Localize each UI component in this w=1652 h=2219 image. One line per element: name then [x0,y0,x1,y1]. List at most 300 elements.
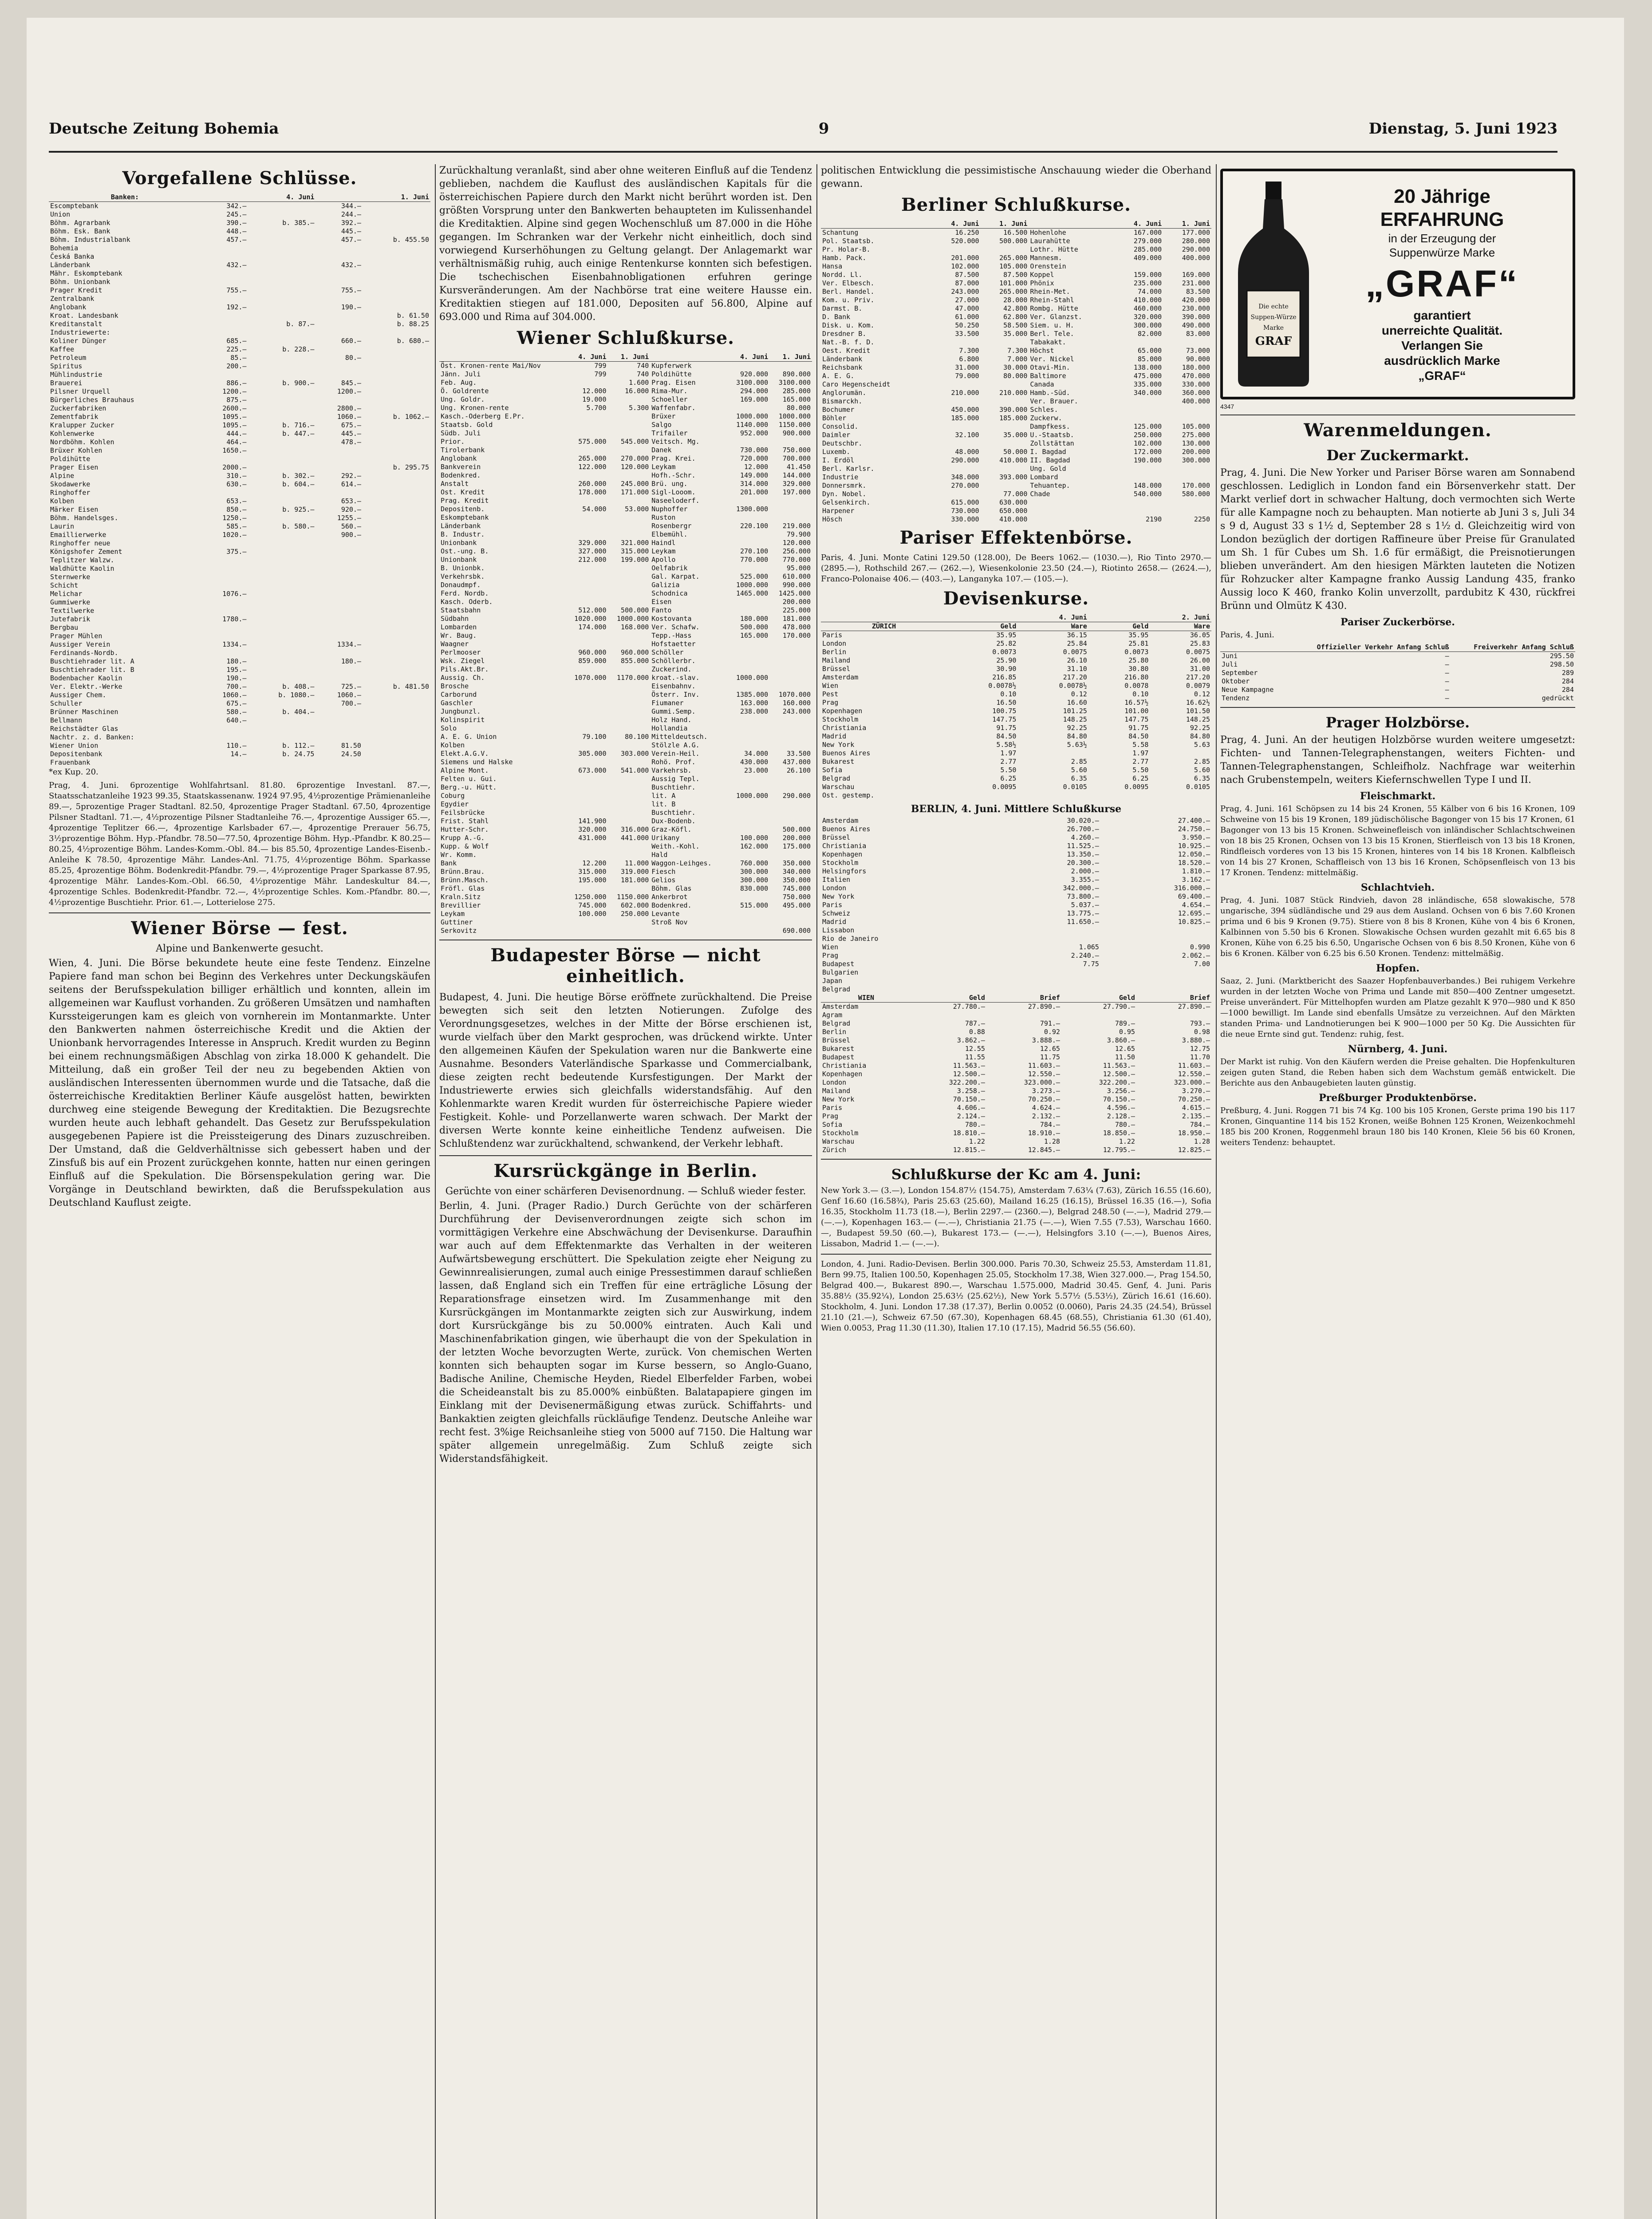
table-cell: 12.75 [1190,1045,1210,1053]
table-cell: Daimler [822,431,851,439]
table-cell [1017,791,1088,800]
table-cell: 16.000 [625,387,649,395]
table-row [821,397,1211,406]
table-cell: 25.80 [1128,656,1149,664]
table-row [821,1028,1211,1036]
table-cell [248,581,315,590]
table-cell: 1385.000 [736,691,769,699]
table-cell [363,497,430,505]
table-cell: b. 580.— [282,522,315,530]
table-cell [315,253,363,261]
table-cell [315,632,363,640]
hops-report: Saaz, 2. Juni. (Marktbericht des Saazer Hopfenbauverbandes.) Bei ruhigem Verkehre wurden in der letzten Woche von Prima und Lande mit 850—400 Zentner umgesetzt. Preise unverändert. Für Mittelhopfen wurden am Platze gezahlt K 970—980 und K 850—1000 bewilligt. Im Lande sind ebenfalls Umsätze zu verzeichnen. Auf den Märkten standen Prima- und Landnotierungen bei K 900—1000 per 50 Kg. Die Aussichten für die neue Ernte sind gut. Tendenz: ruhig, fest. [1220,976,1575,1039]
col-head: Banken: [49,193,201,202]
table-cell: 1000.000 [736,412,769,420]
col-head: 4. Juni [727,353,769,362]
vienna-currency-table [821,994,1211,1154]
table-cell [363,640,430,649]
table-cell: Guttiner [441,918,473,926]
table-cell [363,253,430,261]
table-cell [1115,262,1163,271]
table-cell [248,261,315,269]
table-cell: Berlin [822,648,847,656]
table-row [439,438,812,446]
ad-tagline: unerreichte Qualität. [1381,323,1503,337]
table-cell: 316.000 [621,825,649,833]
table-cell: Dux-Bodenb. [651,817,696,825]
table-cell: 12.200 [582,859,607,867]
table-row [439,480,812,488]
table-cell: Melichar [50,590,83,598]
table-cell: 5.63 [1194,741,1210,749]
table-cell: Eskomptebank [441,513,489,521]
table-cell: Poldihütte [50,455,91,463]
table-cell: 149.000 [740,471,769,479]
table-cell [201,607,248,615]
table-cell: Brünn.Masch. [441,876,489,884]
table-cell: 886.— [226,379,247,387]
table-cell: II. Bagdad [1030,456,1070,464]
table-cell: 101.000 [999,279,1028,287]
table-cell: Brüxer [651,412,676,420]
table-row [439,893,812,901]
table-cell: Anglobank [441,454,477,462]
table-row [439,741,812,750]
table-cell: 740 [637,362,649,370]
table-cell [981,465,1029,473]
table-cell: 197.000 [782,488,811,496]
table-cell: Brosche [441,682,469,690]
table-cell: kroat.-slav. [651,674,700,682]
table-cell: 855.000 [621,657,649,665]
table-cell: Waagner [441,640,469,648]
table-cell: 250.000 [621,910,649,918]
table-row [439,513,812,522]
table-cell [607,927,650,935]
table-cell: Pol. Staatsb. [822,237,875,245]
table-row [821,1078,1211,1087]
table-row [821,414,1211,422]
table-cell: Brauerei [50,379,83,387]
table-cell: 3.880.— [1182,1036,1210,1044]
table-cell: 48.000 [955,448,979,456]
table-row [49,396,430,404]
table-row [821,741,1211,749]
table-cell: 6.35 [1071,774,1087,782]
table-cell: Donaudmpf. [441,581,481,589]
table-cell: 342.— [226,202,247,210]
table-cell [607,589,650,598]
section-title-warenmeldungen: Warenmeldungen. [1304,420,1492,441]
table-cell: Hollandia [651,724,688,732]
table-cell [1115,338,1163,347]
table-row [821,406,1211,414]
table-cell [990,926,1100,935]
table-row [49,371,430,379]
table-cell: 0.10 [1132,690,1149,698]
table-cell [363,733,430,742]
table-cell: Bodenbacher Kaolin [50,674,122,682]
table-cell [315,590,363,598]
table-cell: 1465.000 [736,589,769,597]
table-row [439,665,812,674]
table-cell: — [1445,669,1449,677]
table-cell: — [1445,652,1449,660]
table-cell: 11.75 [1040,1053,1060,1061]
table-cell: 200.000 [782,834,811,842]
table-cell: 10.925.— [1178,842,1210,850]
table-cell: 830.000 [740,884,769,892]
table-cell: lit. B [651,800,676,808]
table-cell: Belgrad [822,985,851,993]
table-cell: Länderbank [50,261,91,269]
table-row [439,404,812,412]
table-cell [1163,473,1211,482]
rule [821,1159,1211,1160]
table-row [439,454,812,463]
table-cell: 12.500.— [953,1070,985,1078]
table-cell: Nuphoffer [651,505,688,513]
table-cell: 35.000 [1003,431,1028,439]
table-row [439,927,812,935]
table-cell [315,565,363,573]
table-cell: 330.000 [951,515,979,523]
table-cell: Lombarden [441,623,477,631]
table-row [439,370,812,379]
table-cell [363,725,430,733]
table-cell: 110.— [226,742,247,750]
table-cell: Mailand [822,1087,851,1095]
table-cell: 185.000 [999,414,1028,422]
table-cell: 6.800 [959,355,979,363]
table-cell: Juni [1222,652,1238,660]
table-cell: 26.700.— [1067,825,1099,833]
table-cell [607,497,650,505]
table-cell: 0.0078 [1124,682,1149,690]
table-cell: Darmst. B. [822,304,863,312]
table-cell: 7.00 [1194,960,1210,968]
table-cell: 77.000 [1003,490,1028,498]
table-cell: 172.000 [1133,448,1162,456]
table-row [49,666,430,674]
table-cell: Schöller [651,648,684,656]
table-row [821,850,1211,859]
ad-text [1318,185,1566,383]
column-1 [49,164,430,2219]
table-cell: New York [822,892,855,900]
table-cell: Schuller [50,699,83,707]
table-row [821,1062,1211,1070]
table-cell [1136,1011,1211,1019]
table-cell: 685.— [226,337,247,345]
table-cell: Rhein-Stahl [1030,296,1074,304]
table-cell: 12.695.— [1178,909,1210,917]
table-cell [727,910,769,918]
table-cell: Ringhoffer neue [50,539,110,547]
col-head: 1. Juni [315,193,430,202]
table-cell [1061,1011,1136,1019]
table-cell: 4.606.— [957,1104,985,1112]
table-cell: Madrid [822,918,847,926]
table-cell: Staatsb. Gold [441,421,493,429]
table-cell: 65.000 [1137,347,1162,355]
table-cell [363,472,430,480]
table-cell [607,817,650,825]
table-cell [727,809,769,817]
table-cell [248,362,315,371]
table-cell: 441.000 [621,834,649,842]
table-cell: 220.100 [740,522,769,530]
table-cell: 217.20 [1063,673,1087,681]
table-cell: 430.000 [740,758,769,766]
table-cell [981,397,1029,406]
table-cell [565,775,608,783]
table-row [821,279,1211,288]
table-row [49,657,430,666]
table-cell: 180.— [341,657,361,665]
table-cell: 122.000 [578,463,607,471]
table-cell: Deutschbr. [822,439,863,447]
table-cell [727,716,769,724]
table-cell: Verkehrsbk. [441,573,485,580]
table-row [439,707,812,716]
table-cell: 1070.000 [778,691,811,699]
table-cell: Böhm. Agrarbank [50,219,110,227]
table-cell: Trifailer [651,429,688,437]
table-cell: Feilsbrücke [441,809,485,817]
table-cell: 1020.— [222,531,247,539]
table-cell [248,227,315,236]
table-cell: 11.563.— [953,1062,985,1070]
table-cell: Hofh.-Schr. [651,471,696,479]
table-cell [248,337,315,345]
table-cell: 0.990 [1190,943,1210,951]
table-cell: Haindl [651,539,676,547]
table-cell: Naseeloderf. [651,497,700,505]
table-cell: 344.— [341,202,361,210]
table-cell: 770.000 [740,556,769,564]
table-cell: Hamb.-Süd. [1030,389,1070,397]
table-cell: 1.600 [629,379,649,387]
table-cell: 5.700 [586,404,607,412]
table-cell [363,573,430,581]
table-cell [248,573,315,581]
table-cell: Berlin [822,1028,847,1036]
table-cell: Buschtiehrader lit. B [50,666,134,674]
table-cell [727,893,769,901]
table-row [821,389,1211,397]
table-cell: Rio de Janeiro [822,935,879,943]
table-cell: 789.— [1115,1019,1135,1027]
table-cell: b. 24.75 [282,750,315,758]
table-cell [565,884,608,893]
meat-report: Prag, 4. Juni. 161 Schöpsen zu 14 bis 24 Kronen, 55 Kälber von 6 bis 16 Kronen, 109 Schweine von 15 bis 19 Kronen, 189 jüdischölische Bagonger von 15 bis 17 Kronen, 61 Bagonger von 13 bis 15 Kronen. Schweinefleisch von inländischer Schlachtschweinen von 18 bis 25 Kronen, Ochsen von 13 bis 15 Kronen, Stierfleisch von 13 bis 18 Kronen, Rindfleisch vorderes von 13 bis 15 Kronen, hinteres von 14 bis 18 Kronen. Kalbfleisch von 14 bis 27 Kronen, Schaffleisch von 13 bis 16 Kronen, Schöpsenfleisch von 13 bis 17 Kronen. Tendenz: mittelmäßig. [1220,804,1575,877]
table-cell [1115,397,1163,406]
table-cell: U.-Staatsb. [1030,431,1074,439]
table-cell: 437.000 [782,758,811,766]
table-row [439,910,812,918]
table-cell: 201.000 [951,254,979,262]
table-row [439,817,812,825]
table-cell: 170.000 [1182,482,1210,490]
budapest-report: Budapest, 4. Juni. Die heutige Börse eröffnete zurückhaltend. Die Preise bewegten sich seit den letzten Notierungen. Zufolge des Verordnungsgesetzes, welches in der Mitte der Börse erschienen ist, wurde vielfach über den Markt gesprochen, was drückend wirkte. Unter den allgemeinen Käufen der Spekulation waren nur die Bankwerte eine Ausnahme. Besonders Vaterländische Sparkasse und Commercialbank, diese zeigten recht bedeutende Kursfestigungen. Der Markt der Industriewerte erwies sich gleichfalls widerstandsfähig. Auf den Kohlenmarkte waren Kredit wurden für österreichische Papiere wieder Festigkeit. Kohle- und Porzellanwerte waren schwach. Der Markt der diversen Werte konnte keine einheitliche Tendenz aufweisen. Die Schlußtendenz war zurückhaltend, schwankend, der Verkehr lebhaft. [439,992,812,1149]
table-row [439,716,812,724]
table-cell: 243.000 [951,288,979,296]
table-cell [565,665,608,674]
section-title-pariser-zucker: Pariser Zuckerbörse. [1341,616,1455,628]
table-cell: Wr. Baug. [441,632,477,640]
table-cell: 285.000 [1133,245,1162,253]
table-cell: Donnersmrk. [822,482,867,490]
table-cell: 24.750.— [1178,825,1210,833]
table-cell: 18.810.— [953,1129,985,1137]
table-cell: 165.000 [782,395,811,403]
table-cell: Luxemb. [822,448,851,456]
table-cell [1163,507,1211,515]
table-cell: 1095.— [222,413,247,421]
table-cell: 12.550.— [1178,1070,1210,1078]
table-cell [769,910,812,918]
table-row [1220,652,1575,661]
table-cell [607,809,650,817]
table-cell: Südb. Juli [441,429,481,437]
table-row [821,682,1211,690]
table-cell: Schodnica [651,589,688,597]
table-cell [315,455,363,463]
table-cell: Koliner Dünger [50,337,106,345]
section-title-schlachtvieh: Schlachtvieh. [1360,882,1435,893]
table-cell [727,741,769,750]
table-cell: Belgrad [822,774,851,782]
table-cell [363,446,430,455]
table-row [821,431,1211,439]
table-cell: 512.000 [578,606,607,614]
col-head: 4. Juni [201,193,316,202]
table-cell [363,303,430,312]
table-cell: 4.615.— [1182,1104,1210,1112]
table-cell: Ung. Kronen-rente [441,404,509,412]
table-cell: Prag [822,952,839,959]
table-row [49,278,430,286]
table-cell: 84.50 [996,732,1017,740]
table-cell: 70.150.— [953,1095,985,1103]
table-cell: 1000.000 [736,792,769,800]
table-cell [607,530,650,539]
table-row [439,429,812,438]
section-title-fleischmarkt: Fleischmarkt. [1360,790,1436,802]
pressburg-report: Preßburg, 4. Juni. Roggen 71 bis 74 Kg. 100 bis 105 Kronen, Gerste prima 190 bis 117 Kronen, Ginquantine 114 bis 152 Kronen, weiße Bohnen 125 Kronen, Weizenkochmehl 185 bis 200 Kronen, Roggenmehl braun 180 bis 140 Kronen, Kleie 56 bis 60 Kronen, weiters Tendenz: behauptet. [1220,1106,1575,1147]
table-cell [248,455,315,463]
table-cell: A. E. G. [822,372,855,380]
table-cell: 4.596.— [1107,1104,1135,1112]
table-cell: Tabakakt. [1030,338,1066,346]
table-cell: 79.100 [582,733,607,741]
table-cell: 47.000 [955,304,979,312]
table-cell: Ung. Gold [1030,465,1066,473]
table-cell [363,421,430,430]
table-cell: b. 295.75 [393,463,429,471]
table-cell: Consolid. [822,422,859,430]
ad-headline: 20 Jährige [1394,185,1490,207]
table-cell [363,691,430,699]
section-title-pressburg: Preßburger Produktenbörse. [1319,1092,1477,1104]
table-row [49,328,430,337]
table-cell: b. 447.— [282,430,315,438]
table-row [821,926,1211,935]
table-row [49,430,430,438]
table-cell: 675.— [226,699,247,707]
table-cell: Hansa [822,262,843,270]
table-row [821,774,1211,783]
table-cell: 26.00 [1190,656,1210,664]
table-cell: 289 [1561,669,1574,677]
table-row [821,229,1211,237]
table-cell: 270.000 [621,454,649,462]
table-cell: Oktober [1222,677,1250,685]
table-cell [201,573,248,581]
table-cell: 12.795.— [1103,1146,1135,1154]
table-cell: 84.80 [1190,732,1210,740]
table-cell: 84.50 [1128,732,1149,740]
table-cell: 784.— [1190,1121,1210,1129]
table-row [439,412,812,421]
table-cell [769,513,812,522]
column-divider [435,164,436,2219]
table-cell: 960.000 [621,648,649,656]
table-cell: 329.000 [782,480,811,488]
table-cell: 2190 [1146,515,1162,523]
table-cell [363,590,430,598]
table-cell: 16.60 [1067,699,1087,707]
table-cell: Fiumaner [651,699,684,707]
table-cell: 216.80 [1124,673,1149,681]
table-cell [932,397,981,406]
table-cell: 12.550.— [1028,1070,1060,1078]
table-cell: 105.000 [1182,422,1210,430]
table-cell [248,354,315,362]
table-row [49,404,430,413]
table-cell: Berl. Karlsr. [822,465,875,473]
ad-subline: Suppenwürze Marke [1389,245,1495,259]
table-row [49,683,430,691]
table-cell [315,624,363,632]
table-cell: Amsterdam [822,817,859,825]
table-row [49,295,430,303]
table-cell: — [1445,686,1449,694]
table-cell: Japan [822,977,843,985]
table-cell: 4.624.— [1032,1104,1060,1112]
table-cell [363,539,430,548]
table-cell [769,918,812,927]
table-cell: 725.— [341,683,361,691]
table-cell: 2.132.— [1032,1112,1060,1120]
table-cell: Tendenz [1222,694,1250,702]
table-row [821,1129,1211,1137]
col-head: Brief [986,994,1061,1003]
table-cell [1100,977,1211,985]
table-cell: 500.000 [782,825,811,833]
table-cell: Ver. Elektr.-Werke [50,683,122,691]
table-cell: 11.55 [965,1053,985,1061]
table-cell: 11.525.— [1067,842,1099,850]
table-cell: Rhein-Met. [1030,288,1070,296]
table-cell: 168.000 [621,623,649,631]
table-row [49,379,430,387]
table-cell: 300.000 [1182,456,1210,464]
table-row [821,901,1211,909]
table-cell: Spiritus [50,362,83,370]
table-cell [607,691,650,699]
